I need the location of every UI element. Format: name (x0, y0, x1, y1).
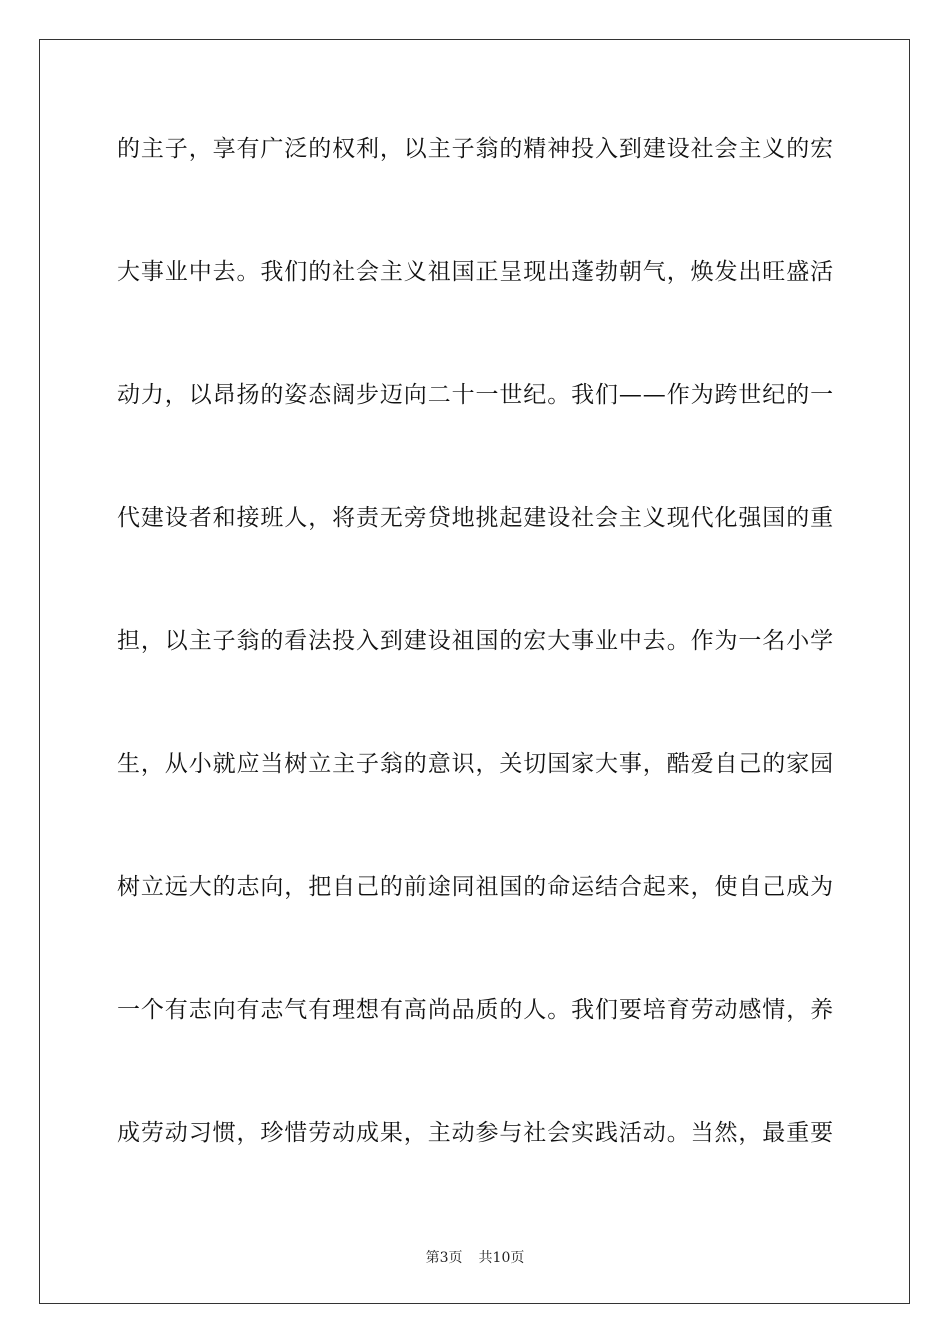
text-line-3: 动力，以昂扬的姿态阔步迈向二十一世纪。我们——作为跨世纪的一 (117, 382, 834, 408)
text-line-8: 一个有志向有志气有理想有高尚品质的人。我们要培育劳动感情，养 (117, 997, 834, 1023)
text-line-9: 成劳动习惯，珍惜劳动成果，主动参与社会实践活动。当然，最重要 (117, 1120, 834, 1146)
current-page-number: 第3页 (425, 1250, 463, 1266)
text-line-1: 的主子，享有广泛的权利，以主子翁的精神投入到建设社会主义的宏 (117, 136, 834, 162)
text-line-2: 大事业中去。我们的社会主义祖国正呈现出蓬勃朝气，焕发出旺盛活 (117, 259, 834, 285)
text-line-7: 树立远大的志向，把自己的前途同祖国的命运结合起来，使自己成为 (117, 874, 834, 900)
page-footer (0, 1247, 950, 1267)
text-line-6: 生，从小就应当树立主子翁的意识，关切国家大事，酷爱自己的家园 (117, 751, 834, 777)
text-line-5: 担，以主子翁的看法投入到建设祖国的宏大事业中去。作为一名小学 (117, 628, 834, 654)
text-line-4: 代建设者和接班人，将责无旁贷地挑起建设社会主义现代化强国的重 (117, 505, 834, 531)
document-body (117, 118, 833, 1165)
total-page-count: 共10页 (478, 1250, 525, 1266)
